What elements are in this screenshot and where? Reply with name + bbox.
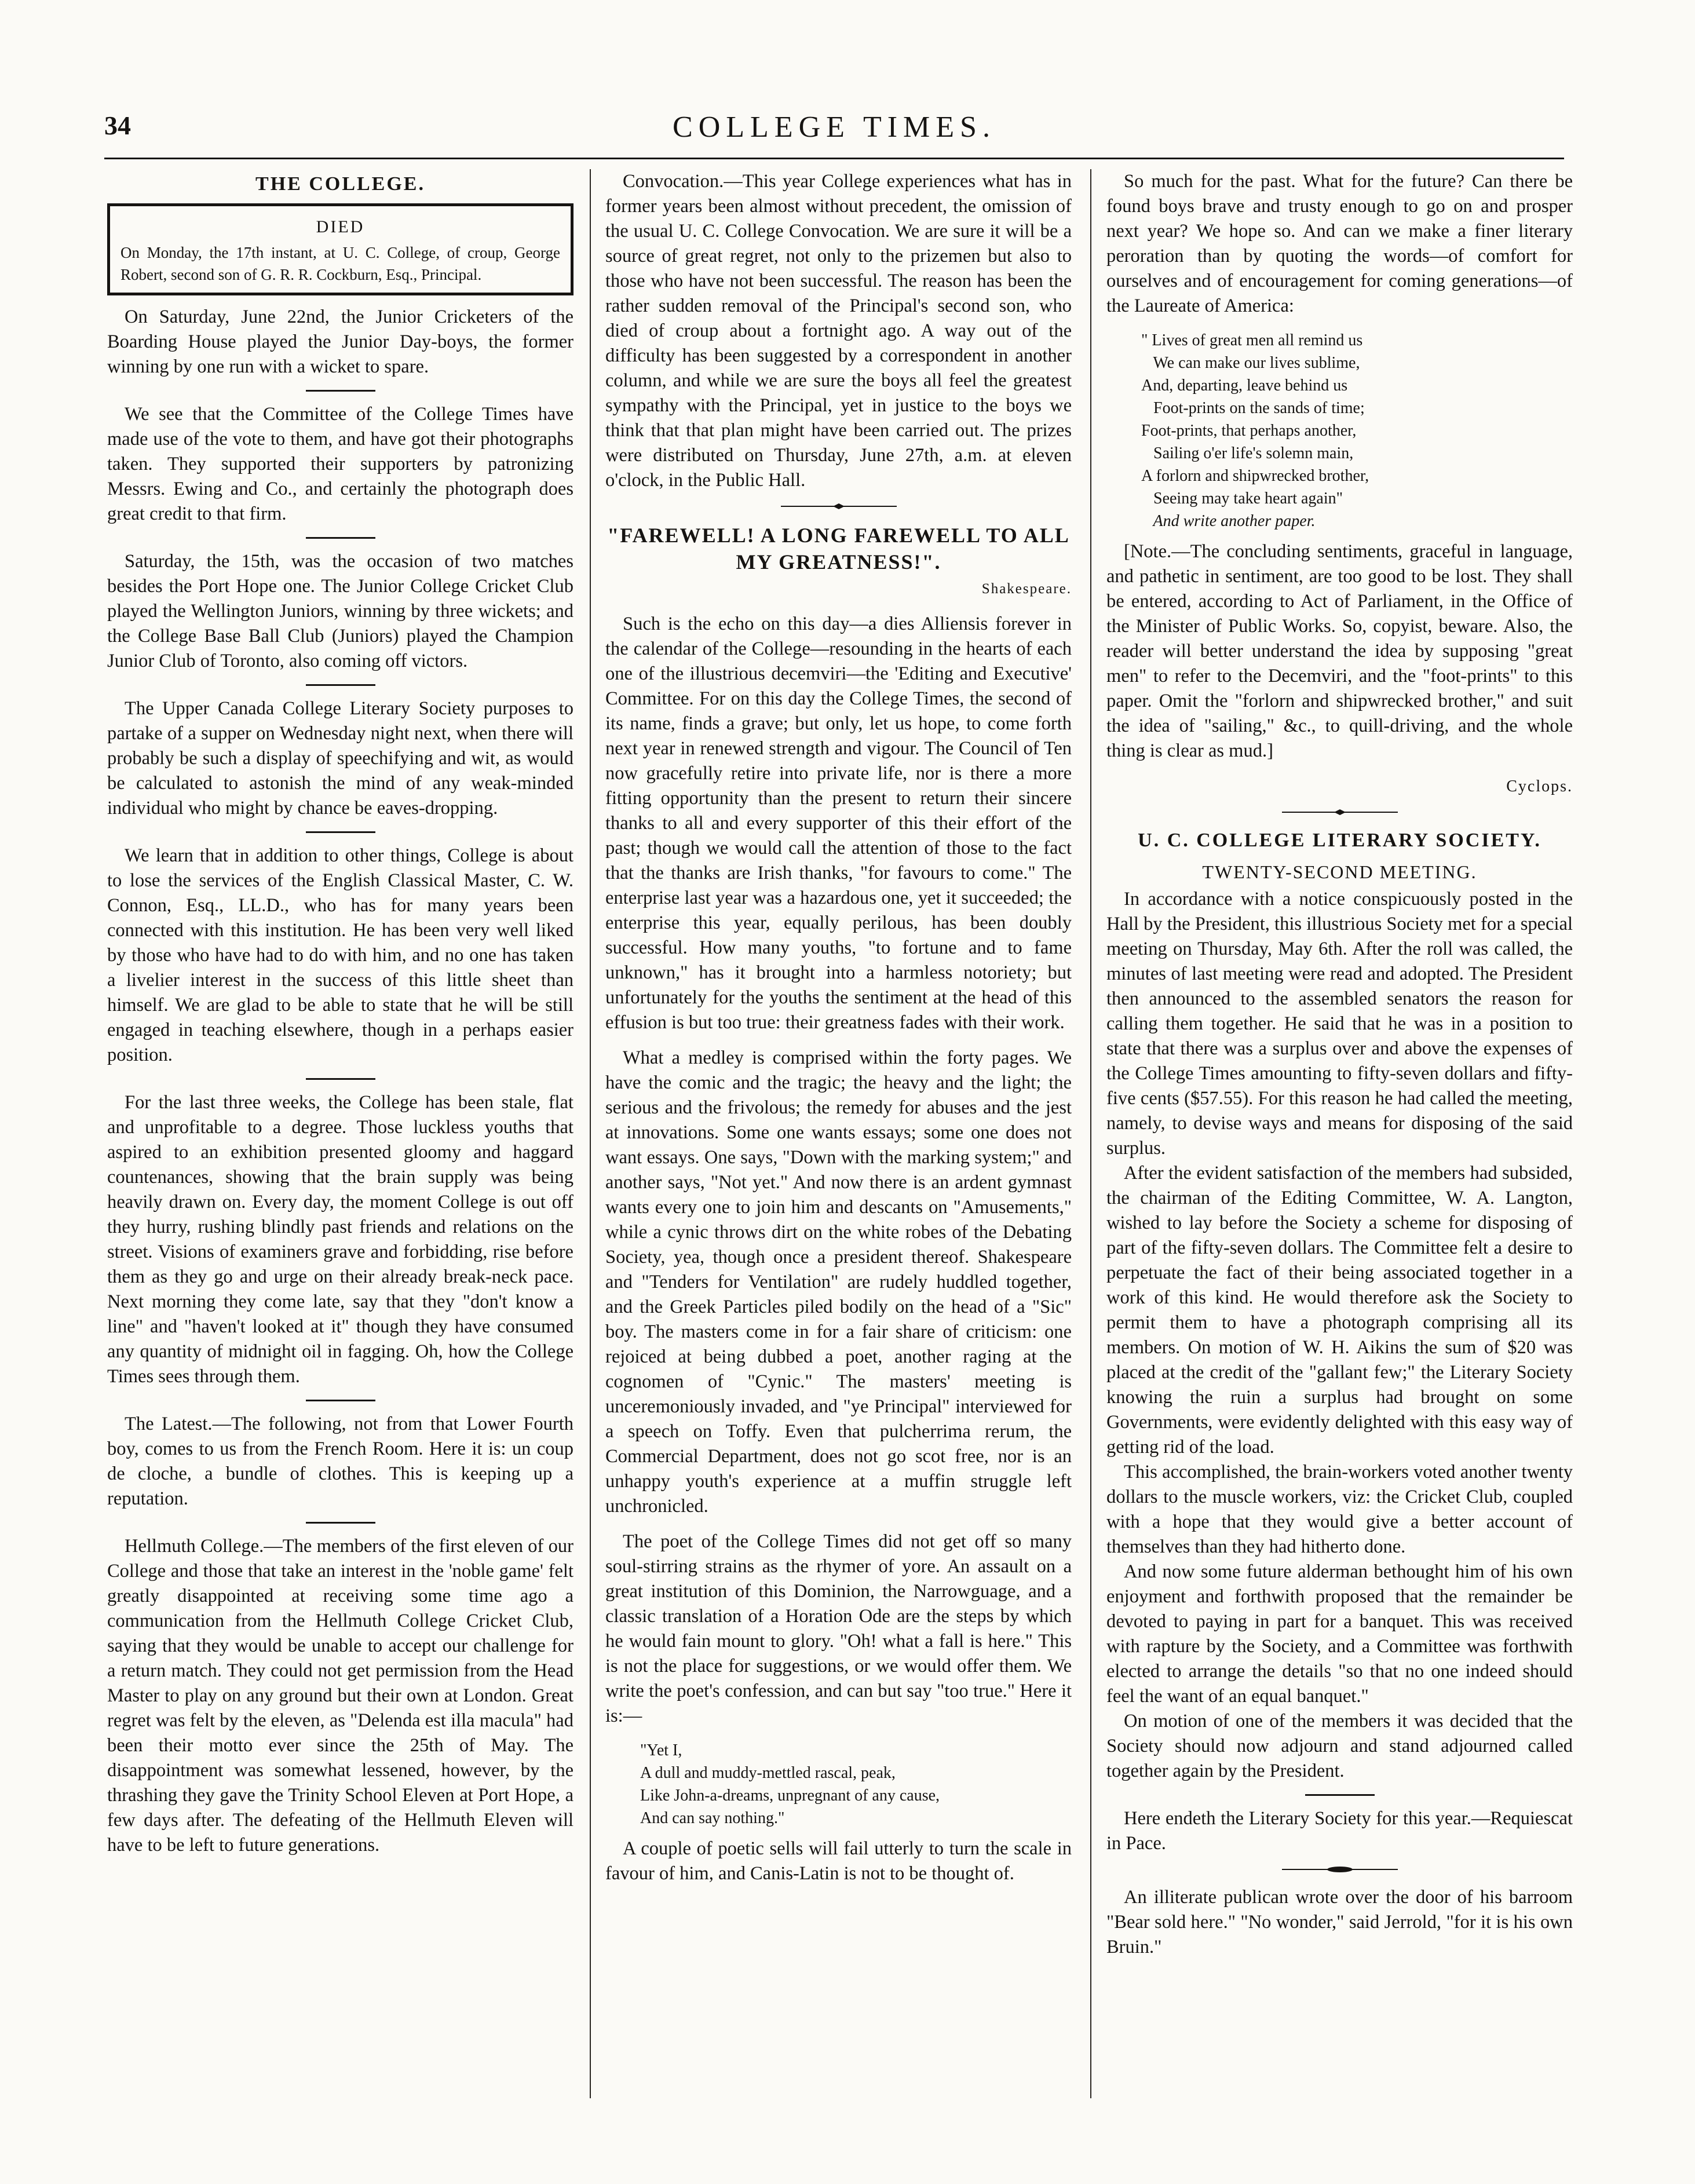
death-notice-heading: DIED <box>316 217 365 236</box>
ornamental-separator <box>1282 1867 1398 1872</box>
ornament-icon <box>781 503 897 509</box>
ornament-icon <box>1282 809 1398 815</box>
page-number: 34 <box>104 111 131 140</box>
section-title: THE COLLEGE. <box>255 173 425 195</box>
signature: Cyclops. <box>1506 777 1573 795</box>
poem-line: We can make our lives sublime, <box>1141 354 1360 372</box>
separator <box>306 684 375 686</box>
ornamental-separator <box>1282 809 1398 815</box>
article-paragraph: The Latest.—The following, not from that Lower Fourth boy, comes to us from the French Room. Here it is: un coup de cloche, a bundle of clothes. This is keeping up a reputation. <box>107 1414 573 1509</box>
ornamental-separator <box>781 503 897 509</box>
poem-quote <box>640 1739 1072 1829</box>
article-paragraph: So much for the past. What for the future? Can there be found boys brave and trusty enough to go on and prosper next year? We hope so. And can we make a finer literary peroration than by quoting the words—of comfort for ourselves and of encouragement for coming generations—of the Laureate of America: <box>1106 171 1573 316</box>
article-paragraph: Such is the echo on this day—a dies Alliensis forever in the calendar of the College—resounding in the hearts of each one of the illustrious decemviri—the 'Editing and Executive' Committee. For on this day the College Times, the second of its name, finds a grave; but only, let us hope, to come forth next year in renewed strength and vigour. The Council of Ten now gracefully retire into private life, nor is there a more fitting opportunity than the present to return their sincere thanks to all and every supporter of this their effort of the past; though we would call the attention of those to the fact that the thanks are Irish thanks, "for favours to come." The enterprise last year was a hazardous one, yet it succeeded; the enterprise this year, equally perilous, has been doubly successful. How many youths, "to fortune and to fame unknown," has it brought into a harmless notoriety; but unfortunately for the youths the sentiment at the head of this effusion is but too true: their greatness fades with their work. <box>605 613 1072 1033</box>
article-paragraph: The Upper Canada College Literary Society purposes to partake of a supper on Wednesday night next, when there will probably be such a display of speechifying and wit, as would be calculated to astonish the mind of any weak-minded individual who might by chance be eaves-dropping. <box>107 698 573 819</box>
separator <box>306 537 375 539</box>
article-paragraph: In accordance with a notice conspicuously posted in the Hall by the President, this illustrious Society met for a special meeting on Thursday, May 6th. After the roll was called, the minutes of last meeting were read and adopted. The President then announced to the assembled senators the reason for calling them together. He said that he was in a position to state that there was a surplus over and above the expenses of the College Times amounting to fifty-seven dollars and fifty-five cents ($57.55). For this reason he had called the meeting, namely, to devise ways and means for disposing of the said surplus. <box>1106 889 1573 1159</box>
death-notice-box <box>107 203 573 295</box>
column-rule-1 <box>590 169 591 2098</box>
article-paragraph: On motion of one of the members it was decided that the Society should now adjourn and stand adjourned called together again by the President. <box>1106 1711 1573 1781</box>
column-1 <box>107 169 573 1868</box>
article-paragraph: On Saturday, June 22nd, the Junior Cricketers of the Boarding House played the Junior Day-boys, the former winning by one run with a wicket to spare. <box>107 306 573 377</box>
anecdote: An illiterate publican wrote over the door of his barroom "Bear sold here." "No wonder," said Jerrold, "for it is his own Bruin." <box>1106 1887 1573 1957</box>
separator <box>306 390 375 392</box>
meeting-title: TWENTY-SECOND MEETING. <box>1202 861 1477 882</box>
society-title: U. C. COLLEGE LITERARY SOCIETY. <box>1138 830 1541 851</box>
poem-line: Like John-a-dreams, unpregnant of any cause, <box>640 1787 940 1805</box>
poem-quote <box>1141 329 1573 532</box>
poem-line: "Yet I, <box>640 1741 682 1759</box>
article-paragraph: Saturday, the 15th, was the occasion of two matches besides the Port Hope one. The Junior College Cricket Club played the Wellington Juniors, winning by three wickets; and the College Base Ball Club (Juniors) played the Champion Junior Club of Toronto, also coming off victors. <box>107 551 573 671</box>
poem-line: Foot-prints on the sands of time; <box>1141 399 1365 417</box>
masthead: COLLEGE TIMES. <box>673 111 996 144</box>
poem-line: Sailing o'er life's solemn main, <box>1141 444 1354 462</box>
page-header <box>104 110 1564 151</box>
ornament-icon <box>1282 1867 1398 1872</box>
poem-line: Seeing may take heart again" <box>1141 490 1343 507</box>
poem-line: " Lives of great men all remind us <box>1141 331 1363 349</box>
header-rule <box>104 158 1564 159</box>
separator <box>306 831 375 833</box>
poem-line: And can say nothing." <box>640 1809 785 1827</box>
convocation-paragraph: Convocation.—This year College experiences what has in former years been almost without precedent, the omission of the usual U. C. College Convocation. We are sure it will be a source of great regret, not only to the prizemen but also to those who have not been successful. The reason has been the rather sudden removal of the Principal's second son, who died of croup about a fortnight ago. A way out of the difficulty has been suggested by a correspondent in another column, and while we are sure the boys all feel the greatest sympathy with the Principal, yet in justice to the boys we think that that plan might have been carried out. The prizes were distributed on Thursday, June 27th, a.m. at eleven o'clock, in the Public Hall. <box>605 171 1072 491</box>
column-3 <box>1106 169 1573 1970</box>
article-paragraph: Hellmuth College.—The members of the first eleven of our College and those that take an interest in the 'noble game' felt greatly disappointed at receiving some time ago a communication from the Hellmuth College Cricket Club, saying that they would be unable to accept our challenge for a return match. They could not get permission from the Head Master to play on any ground but their own at London. Great regret was felt by the eleven, as "Delenda est illa macula" had been their motto ever since the 25th of May. The disappointment was somewhat lessened, however, by the thrashing they gave the Trinity School Eleven at Port Hope, a few days after. The defeating of the Hellmuth Eleven will have to be left to future generations. <box>107 1536 573 1856</box>
column-2 <box>605 169 1072 1897</box>
column-rule-2 <box>1090 169 1091 2098</box>
closing-line: Here endeth the Literary Society for this year.—Requiescat in Pace. <box>1106 1808 1573 1854</box>
article-paragraph: We learn that in addition to other things, College is about to lose the services of the English Classical Master, C. W. Connon, Esq., LL.D., who has for many years been connected with this institution. He has been very well liked by those who have had to do with him, and no one has taken a livelier interest in the success of this little sheet than himself. We are glad to be able to state that he will be still engaged in teaching elsewhere, though in a perhaps easier position. <box>107 845 573 1065</box>
article-paragraph: We see that the Committee of the College Times have made use of the vote to them, and have got their photographs taken. They supported their supporters by patronizing Messrs. Ewing and Co., and certainly the photograph does great credit to that firm. <box>107 404 573 524</box>
article-paragraph: And now some future alderman bethought him of his own enjoyment and forthwith proposed that the remainder be devoted to paying in part for a banquet. This was received with rapture by the Society, and a Committee was forthwith elected to arrange the details "so that no one indeed should feel the want of an equal banquet." <box>1106 1561 1573 1707</box>
poem-line: A forlorn and shipwrecked brother, <box>1141 467 1369 485</box>
separator <box>306 1078 375 1080</box>
poem-line: Foot-prints, that perhaps another, <box>1141 422 1357 440</box>
article-paragraph: The poet of the College Times did not get off so many soul-stirring strains as the rhymer of yore. An assault on a great institution of this Dominion, the Narrowguage, and a classic translation of a Horation Ode are the steps by which he would fain mount to glory. "Oh! what a fall is here." This is not the place for suggestions, or we would offer them. We write the poet's confession, and can but say "too true." Here it is:— <box>605 1531 1072 1726</box>
article-paragraph: A couple of poetic sells will fail utterly to turn the scale in favour of him, and Canis-Latin is not to be thought of. <box>605 1838 1072 1884</box>
separator <box>1305 1794 1375 1796</box>
separator <box>306 1522 375 1524</box>
poem-line: And write another paper. <box>1141 512 1316 530</box>
farewell-headline: "FAREWELL! A LONG FAREWELL TO ALL MY GREATNESS!". <box>607 524 1070 574</box>
article-paragraph: After the evident satisfaction of the members had subsided, the chairman of the Editing Committee, W. A. Langton, wished to lay before the Society a scheme for disposing of part of the fifty-seven dollars. The Committee felt a desire to perpetuate the fact of their being associated together in a work of this kind. He would therefore ask the Society to permit them to have a photograph comprising all its members. On motion of W. H. Aikins the sum of $20 was placed at the credit of the "gallant few;" the Literary Society knowing the ruin a surplus had brought on some Governments, were evidently delighted with this easy way of getting rid of the load. <box>1106 1163 1573 1458</box>
poem-line: And, departing, leave behind us <box>1141 377 1348 395</box>
poem-line: A dull and muddy-mettled rascal, peak, <box>640 1764 896 1782</box>
article-paragraph: This accomplished, the brain-workers voted another twenty dollars to the muscle workers, viz: the Cricket Club, coupled with a hope that they would give a better account of themselves than they had hitherto done. <box>1106 1462 1573 1557</box>
death-notice-text: On Monday, the 17th instant, at U. C. College, of croup, George Robert, second son of G. R. R. Cockburn, Esq., Principal. <box>120 244 560 283</box>
editor-note: [Note.—The concluding sentiments, graceful in language, and pathetic in sentiment, are too good to be lost. They shall be entered, according to Act of Parliament, in the Office of the Minister of Public Works. So, copyist, beware. Also, the reader will better understand the idea by supposing "great men" to refer to the Decemviri, and the "foot-prints" to this paper. Omit the "forlorn and shipwrecked brother," and suit the idea of "sailing," &c., to quill-driving, and the whole thing is clear as mud.] <box>1106 541 1573 761</box>
headline-attribution: Shakespeare. <box>981 581 1072 597</box>
article-paragraph: For the last three weeks, the College has been stale, flat and unprofitable to a degree. Those luckless youths that aspired to an exhibition presented gloomy and haggard countenances, showing that the brain supply was being heavily drawn on. Every day, the moment College is out off they hurry, rushing blindly past friends and relations on the street. Visions of examiners grave and forbidding, rise before them as they go and urge on their already break-neck pace. Next morning they come late, say that they "don't know a line" and "haven't looked at it" though they have consumed any quantity of midnight oil in fagging. Oh, how the College Times sees through them. <box>107 1092 573 1387</box>
separator <box>306 1400 375 1401</box>
article-paragraph: What a medley is comprised within the forty pages. We have the comic and the tragic; the heavy and the light; the serious and the frivolous; the remedy for abuses and the jest at innovations. Some one wants essays; some one does not want essays. One says, "Down with the marking system;" and another says, "Not yet." And now there is an ardent gymnast wants every one to join him and descants on "Amusements," while a cynic throws dirt on the white robes of the Debating Society, yea, though once a president thereof. Shakespeare and "Tenders for Ventilation" are rudely huddled together, and the Greek Particles piled bodily on the head of a "Sic" boy. The masters come in for a fair share of criticism: one rejoiced at being dubbed a poet, another raging at the cognomen of "Cynic." The masters' meeting is unceremoniously invaded, and "ye Principal" interviewed for a speech on Toffy. Even that pulcherrima rerum, the Commercial Department, does not go scot free, nor is an unhappy youth's experience at a muffin struggle left unchronicled. <box>605 1047 1072 1517</box>
